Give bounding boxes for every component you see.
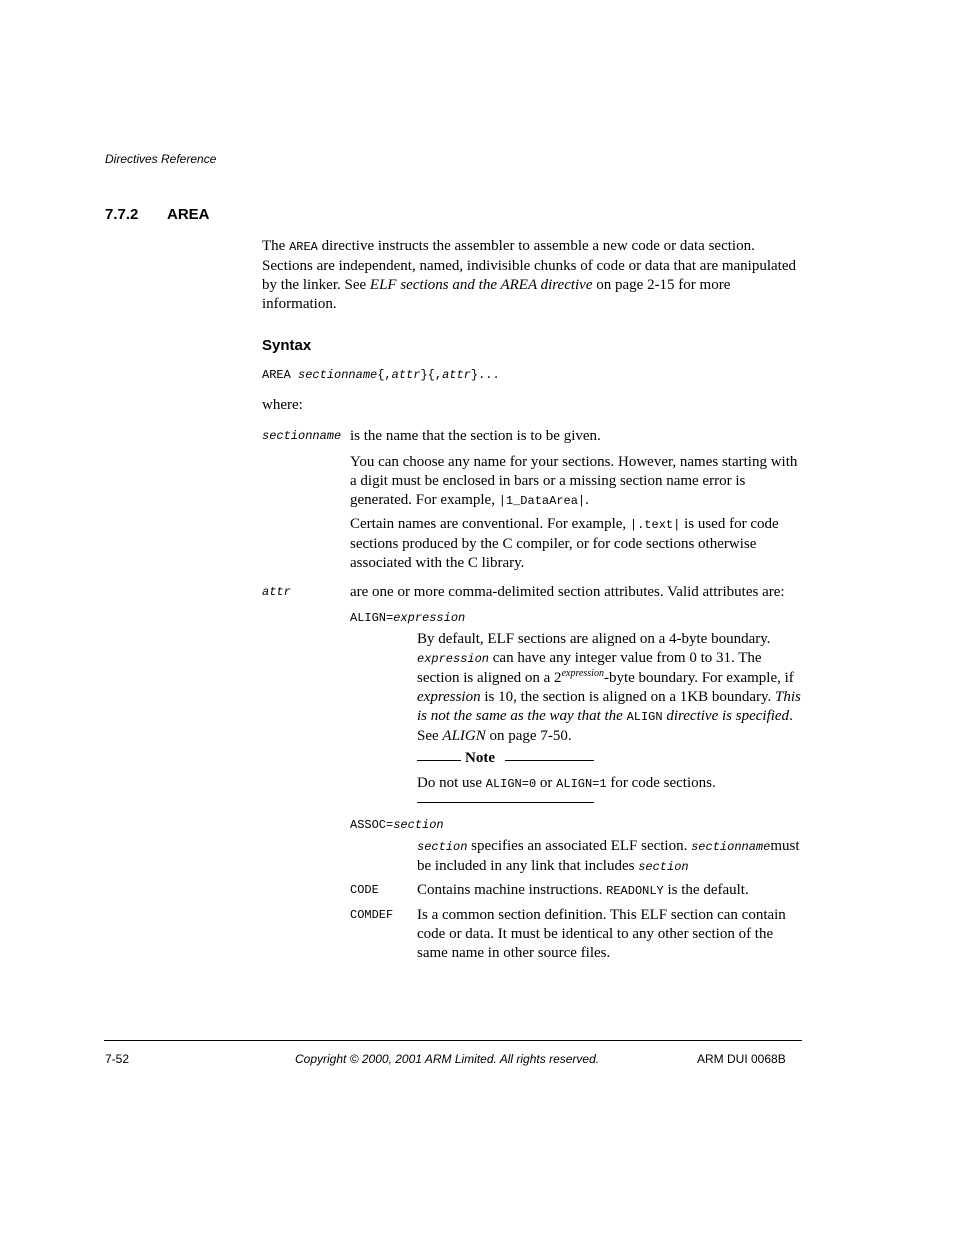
- footer-document-id: ARM DUI 0068B: [697, 1052, 786, 1066]
- align-d1: By default, ELF sections are aligned on a 4-byte boundary.: [417, 631, 771, 647]
- intro-cross-reference-link[interactable]: ELF sections and the AREA directive: [369, 277, 593, 293]
- assoc-code-2: sectionname: [691, 840, 771, 854]
- intro-paragraph: [262, 237, 802, 314]
- intro-text-2: directive instructs the assembler to assemble a new code or data section. Sections are independent, named, indivisible chunks of code or data that are manipulated by the linker. See: [262, 238, 796, 293]
- note-bottom-rule: [417, 802, 594, 803]
- align-d4: is 10, the section is aligned on a 1KB boundary.: [480, 689, 776, 705]
- term-sectionname: sectionname: [262, 429, 342, 443]
- align-cross-reference-link[interactable]: ALIGN: [442, 728, 486, 744]
- align-term-code: ALIGN=: [350, 611, 394, 625]
- note-text-a: Do not use: [417, 775, 486, 791]
- running-header: Directives Reference: [105, 152, 217, 166]
- syntax-brace-1: {,: [377, 368, 392, 382]
- align-d-sup: expression: [561, 668, 604, 679]
- code-attribute-description: [417, 881, 802, 901]
- note-code-2: ALIGN=1: [556, 777, 607, 791]
- intro-code-area: AREA: [289, 240, 318, 254]
- sectionname-definition: is the name that the section is to be given.: [350, 428, 601, 444]
- sectionname-p3-text-a: Certain names are conventional. For example,: [350, 516, 630, 532]
- sectionname-paragraph-3: [350, 515, 800, 573]
- note-rule-left: [417, 760, 461, 761]
- note-text: [417, 774, 802, 794]
- align-d2: can have any integer value from 0 to 31. The section is aligned on a 2: [417, 650, 762, 686]
- syntax-line: [262, 368, 500, 382]
- code-desc-a: Contains machine instructions.: [417, 882, 607, 898]
- attr-definition: are one or more comma-delimited section attributes. Valid attributes are:: [350, 584, 785, 600]
- sectionname-p3-code: |.text|: [629, 518, 681, 532]
- assoc-description: [417, 837, 802, 877]
- footer-rule: [104, 1040, 802, 1041]
- align-d-it2b: directive is specified: [662, 708, 790, 724]
- note-rule-right: [505, 760, 594, 761]
- assoc-text-1: specifies an associated ELF section.: [467, 838, 692, 854]
- align-description: [417, 630, 802, 746]
- syntax-attr-1: attr: [391, 368, 421, 382]
- sectionname-paragraph-2: [350, 453, 800, 511]
- note-label: Note: [465, 750, 495, 766]
- align-d-it2a: This is not the same as the way that the: [417, 689, 801, 724]
- sectionname-p2-code: |1_DataArea|: [498, 494, 586, 508]
- assoc-attribute-term: [350, 818, 444, 832]
- intro-text-3: on page 2-15 for more information.: [262, 277, 731, 312]
- align-term-expression: expression: [393, 611, 466, 625]
- footer-copyright: Copyright © 2000, 2001 ARM Limited. All rights reserved.: [295, 1052, 600, 1066]
- assoc-code-1: section: [417, 840, 468, 854]
- where-label: where:: [262, 397, 303, 413]
- align-d3: -byte boundary. For example, if: [603, 670, 794, 686]
- assoc-text-2: must be included in any link that includes: [417, 838, 800, 874]
- comdef-attribute-term: COMDEF: [350, 908, 394, 922]
- assoc-term-section: section: [393, 818, 444, 832]
- syntax-heading: Syntax: [262, 337, 312, 354]
- code-desc-readonly: READONLY: [606, 884, 664, 898]
- note-header: [417, 750, 594, 769]
- align-d-code2: ALIGN: [626, 710, 663, 724]
- align-d-code: expression: [417, 652, 490, 666]
- comdef-attribute-description: Is a common section definition. This ELF section can contain code or data. It must be identical to any other section of the same name in other source files.: [417, 907, 786, 961]
- syntax-attr-2: attr: [442, 368, 471, 382]
- code-attribute-term: CODE: [350, 883, 379, 897]
- assoc-code-3: section: [638, 860, 689, 874]
- assoc-term-code: ASSOC=: [350, 818, 394, 832]
- note-text-c: for code sections.: [606, 775, 716, 791]
- align-d-it: expression: [417, 689, 481, 705]
- section-title: AREA: [167, 206, 210, 223]
- align-d5: . See: [417, 708, 793, 744]
- note-text-b: or: [536, 775, 557, 791]
- align-attribute-term: [350, 611, 465, 625]
- sectionname-p2-end: .: [585, 492, 589, 508]
- sectionname-p3-text-b: is used for code sections produced by the C compiler, or for code sections otherwise associated with the C library.: [350, 516, 779, 571]
- syntax-brace-2: }{,: [420, 368, 443, 382]
- term-attr: attr: [262, 585, 291, 599]
- note-code-1: ALIGN=0: [485, 777, 537, 791]
- syntax-brace-3: }...: [470, 368, 500, 382]
- code-desc-b: is the default.: [663, 882, 749, 898]
- sectionname-p2-text: You can choose any name for your sections. However, names starting with a digit must be enclosed in bars or a missing section name error is generated. For example,: [350, 454, 798, 508]
- section-number: 7.7.2: [105, 206, 139, 223]
- intro-text-1: The: [262, 238, 290, 254]
- footer-page-number: 7-52: [105, 1052, 130, 1066]
- syntax-sectionname: sectionname: [298, 368, 378, 382]
- align-d6: on page 7-50.: [485, 728, 572, 744]
- syntax-keyword: AREA: [262, 368, 299, 382]
